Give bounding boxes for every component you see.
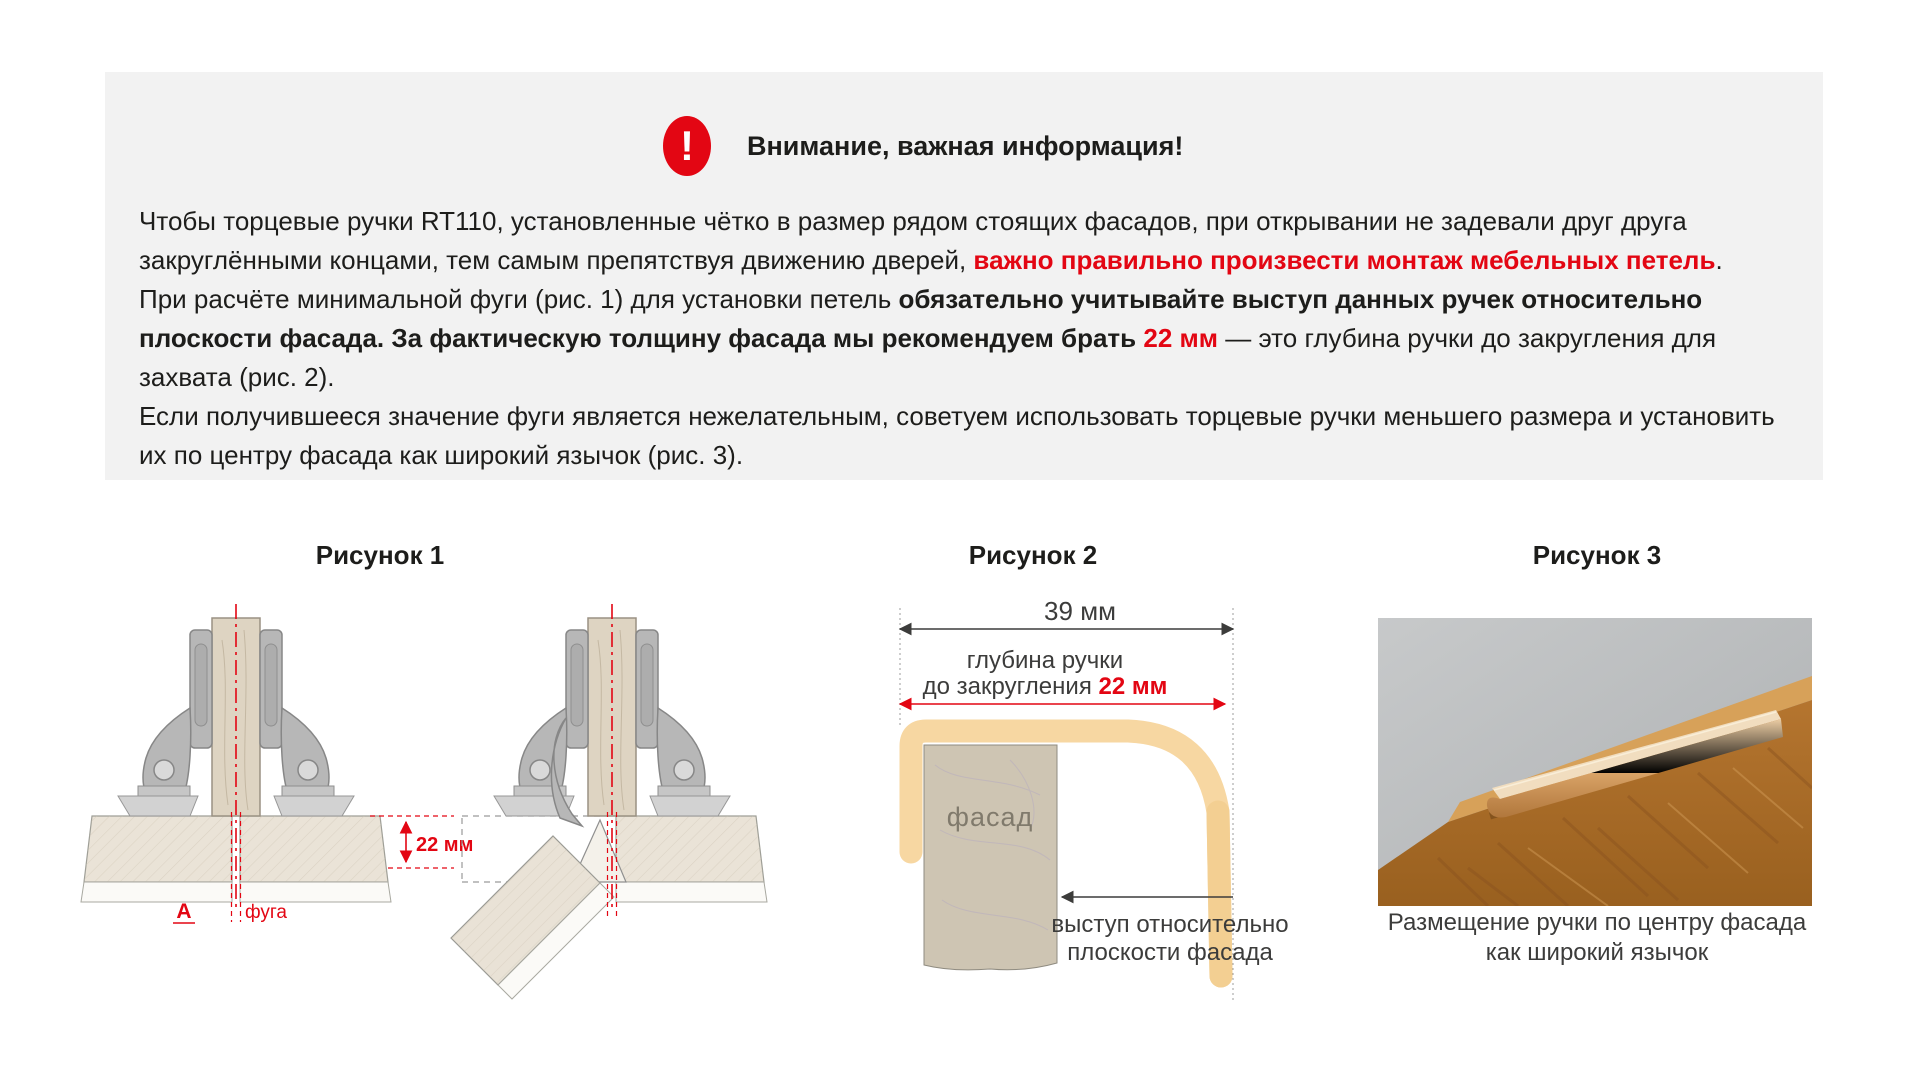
figure-3-caption-line1: Размещение ручки по центру фасада <box>1387 909 1807 936</box>
figure-1-hinge-diagram <box>70 600 790 1010</box>
fig2-facade-label: фасад <box>946 802 1034 832</box>
notice-header <box>663 72 1823 176</box>
p3-text: Если получившееся значение фуги является нежелательным, советуем использовать торцевые ручки меньшего размера и установить их по центру фасада как широкий язычок (рис. 3). <box>139 401 1775 470</box>
fig2-protrusion-label-line2: плоскости фасада <box>1067 939 1273 966</box>
fig1-hinge-left2 <box>494 630 588 816</box>
notice-box <box>105 72 1823 480</box>
figure-3-title: Рисунок 3 <box>1532 540 1662 570</box>
fig1-cabinet-panel-right <box>616 816 767 902</box>
figure-2-handle-profile-diagram <box>880 580 1300 1010</box>
notice-title: Внимание, важная информация! <box>747 130 1184 161</box>
figure-1-title: Рисунок 1 <box>315 540 445 570</box>
fig1-label-fuga: фуга <box>245 902 287 923</box>
p1-red-text: важно правильно произвести монтаж мебельных петель <box>973 245 1716 275</box>
fig1-left-assembly <box>81 604 473 923</box>
figure-3-caption-line2: как широкий язычок <box>1485 939 1709 966</box>
fig1-label-a: А <box>176 900 192 923</box>
fig2-dim-39mm-label: 39 мм <box>1044 596 1116 626</box>
notice-paragraph-3 <box>139 397 1789 475</box>
fig1-hinge-left <box>118 630 212 816</box>
fig1-hinge-right2 <box>636 630 730 816</box>
p1-normal-text: Чтобы торцевые ручки RT110, установленные чётко в размер рядом стоящих фасадов, при открывании не задевали друг друга закруглёнными концами, тем самым препятствуя движению дверей, <box>139 206 1687 275</box>
notice-paragraph-2 <box>139 280 1789 397</box>
fig2-depth-label-line2: до закругления 22 мм <box>922 673 1168 700</box>
p2-normal-text: При расчёте минимальной фуги (рис. 1) для установки петель <box>139 284 899 314</box>
p2-bold-text: обязательно учитывайте выступ данных ручек относительно плоскости фасада. За фактическую толщину фасада мы рекомендуем брать <box>139 284 1703 353</box>
fig2-facade-panel <box>924 745 1057 970</box>
fig2-depth-label-line1: глубина ручки <box>966 647 1124 674</box>
fig1-dim-22mm-label: 22 мм <box>416 834 474 856</box>
fig2-protrusion-label-line1: выступ относительно <box>1051 911 1289 938</box>
notice-text <box>105 176 1823 475</box>
figure-3-handle-photo <box>1378 618 1812 906</box>
figure-3-caption <box>1337 908 1857 968</box>
fig1-hinge-right <box>260 630 354 816</box>
p1-end-text: . <box>1715 245 1723 275</box>
fig1-right-assembly <box>451 604 767 999</box>
p2-red-text: 22 мм <box>1143 323 1219 353</box>
notice-paragraph-1 <box>139 202 1789 280</box>
p2-rest-text: — это глубина ручки до закругления для захвата (рис. 2). <box>139 323 1717 392</box>
figure-2-title: Рисунок 2 <box>968 540 1098 570</box>
warning-exclamation-icon: ! <box>663 116 711 176</box>
